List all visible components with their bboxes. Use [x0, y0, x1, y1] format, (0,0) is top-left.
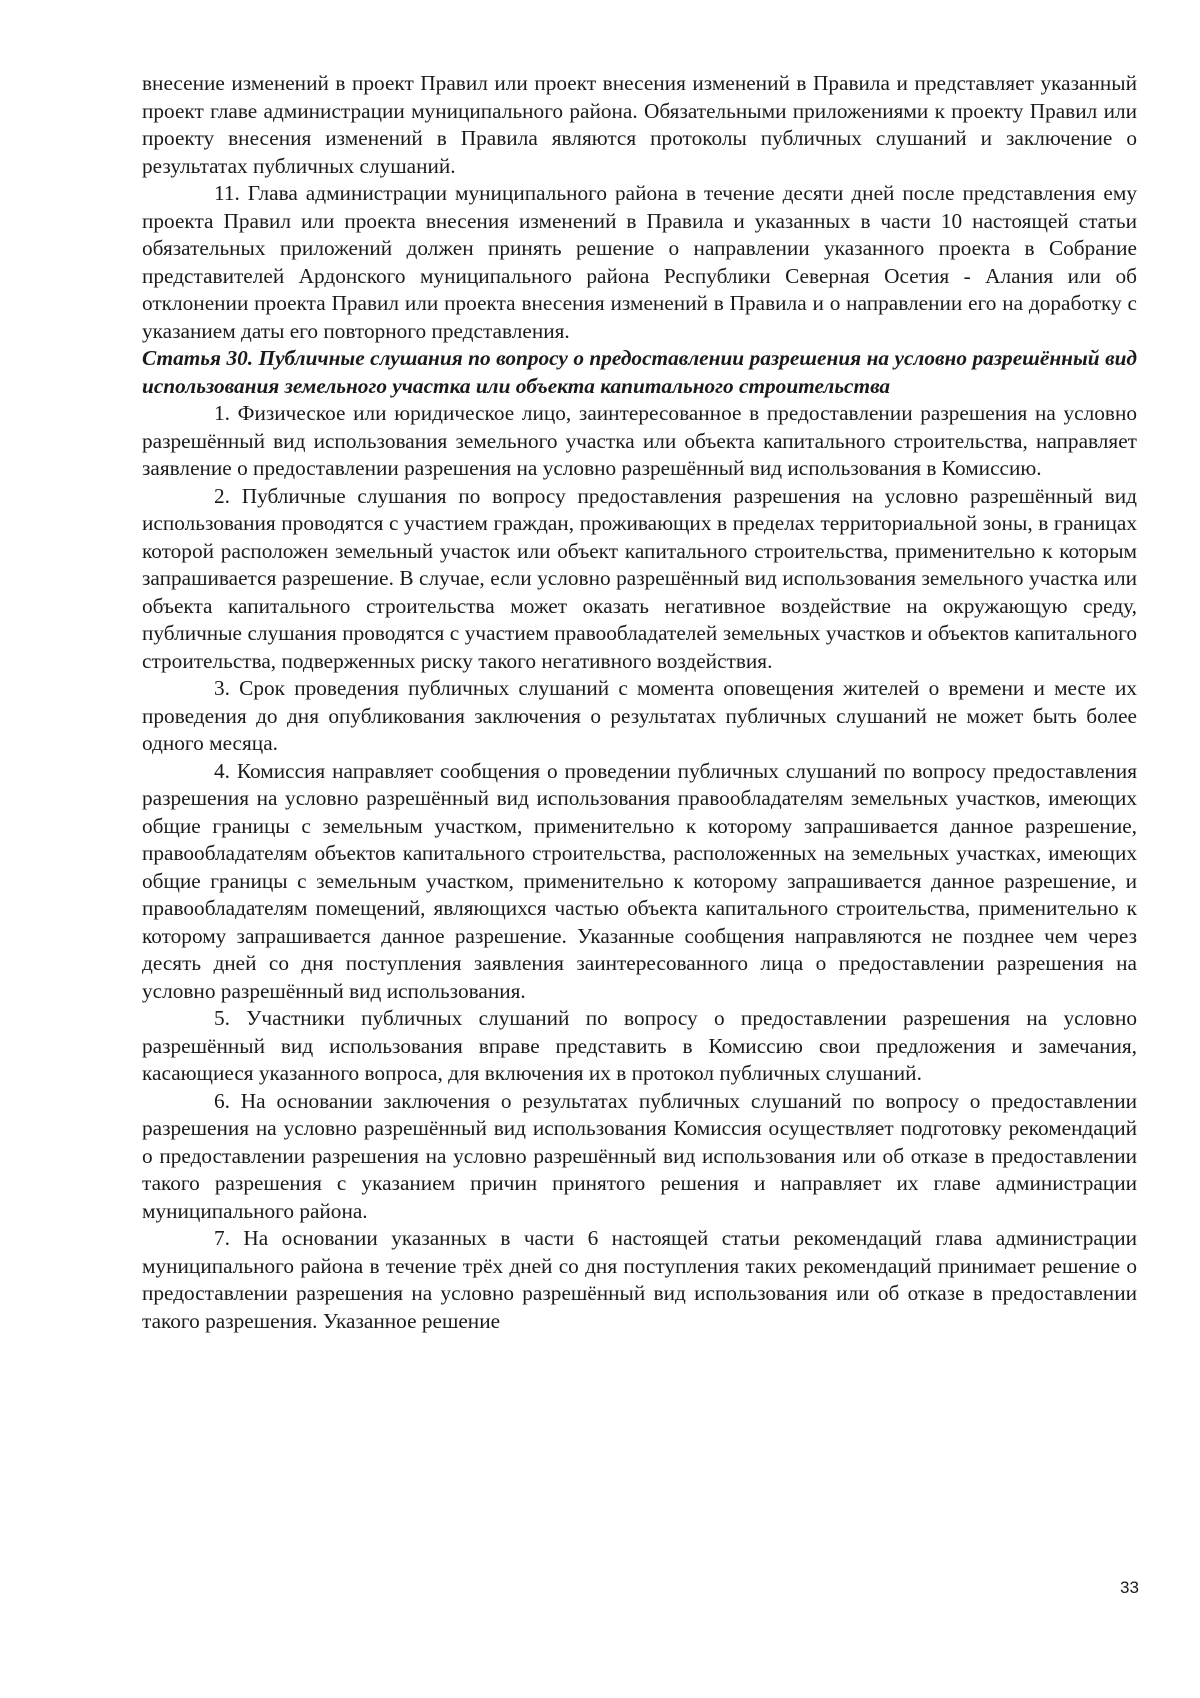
paragraph-item-7: 7. На основании указанных в части 6 настоящей статьи рекомендаций глава администрации муниципального района в течение трёх дней со дня поступления таких рекомендаций принимает решение о предоставлении разрешения на условно разрешённый вид использования или об отказе в предоставлении такого разрешения. Указанное решение [142, 1226, 1137, 1333]
paragraph-item-1: 1. Физическое или юридическое лицо, заинтересованное в предоставлении разрешения на условно разрешённый вид использования земельного участка или объекта капитального строительства, направляет заявление о предоставлении разрешения на условно разрешённый вид использования в Комиссию. [142, 401, 1137, 480]
article-heading: Статья 30. Публичные слушания по вопросу о предоставлении разрешения на условно разрешённый вид использования земельного участка или объекта капитального строительства [142, 346, 1137, 398]
paragraph-item-3: 3. Срок проведения публичных слушаний с момента оповещения жителей о времени и месте их проведения до дня опубликования заключения о результатах публичных слушаний не может быть более одного месяца. [142, 676, 1137, 755]
paragraph-item-2: 2. Публичные слушания по вопросу предоставления разрешения на условно разрешённый вид использования проводятся с участием граждан, проживающих в пределах территориальной зоны, в границах которой расположен земельный участок или объект капитального строительства, применительно к которым запрашивается разрешение. В случае, если условно разрешённый вид использования земельного участка или объекта капитального строительства может оказать негативное воздействие на окружающую среду, публичные слушания проводятся с участием правообладателей земельных участков и объектов капитального строительства, подверженных риску такого негативного воздействия. [142, 483, 1137, 673]
paragraph-item-6: 6. На основании заключения о результатах публичных слушаний по вопросу о предоставлении разрешения на условно разрешённый вид использования Комиссия осуществляет подготовку рекомендаций о предоставлении разрешения на условно разрешённый вид использования или об отказе в предоставлении такого разрешения с указанием причин принятого решения и направляет их главе администрации муниципального района. [142, 1088, 1137, 1223]
paragraph-continuation: внесение изменений в проект Правил или проект внесения изменений в Правила и представляет указанный проект главе администрации муниципального района. Обязательными приложениями к проекту Правил или проекту внесения изменений в Правила являются протоколы публичных слушаний и заключение о результатах публичных слушаний. [142, 71, 1137, 178]
paragraph-item-5: 5. Участники публичных слушаний по вопросу о предоставлении разрешения на условно разрешённый вид использования вправе представить в Комиссию свои предложения и замечания, касающиеся указанного вопроса, для включения их в протокол публичных слушаний. [142, 1006, 1137, 1085]
paragraph-item-4: 4. Комиссия направляет сообщения о проведении публичных слушаний по вопросу предоставления разрешения на условно разрешённый вид использования правообладателям земельных участков, имеющих общие границы с земельным участком, применительно к которому запрашивается данное разрешение, правообладателям объектов капитального строительства, расположенных на земельных участках, имеющих общие границы с земельным участком, применительно к которому запрашивается данное разрешение, и правообладателям помещений, являющихся частью объекта капитального строительства, применительно к которому запрашивается данное разрешение. Указанные сообщения направляются не позднее чем через десять дней со дня поступления заявления заинтересованного лица о предоставлении разрешения на условно разрешённый вид использования. [142, 758, 1137, 1003]
paragraph-item-11: 11. Глава администрации муниципального района в течение десяти дней после представления ему проекта Правил или проекта внесения изменений в Правила и указанных в части 10 настоящей статьи обязательных приложений должен принять решение о направлении указанного проекта в Собрание представителей Ардонского муниципального района Республики Северная Осетия - Алания или об отклонении проекта Правил или проекта внесения изменений в Правила и о направлении его на доработку с указанием даты его повторного представления. [142, 181, 1137, 343]
page-number: 33 [1120, 1578, 1139, 1597]
document-page [142, 70, 1137, 1335]
